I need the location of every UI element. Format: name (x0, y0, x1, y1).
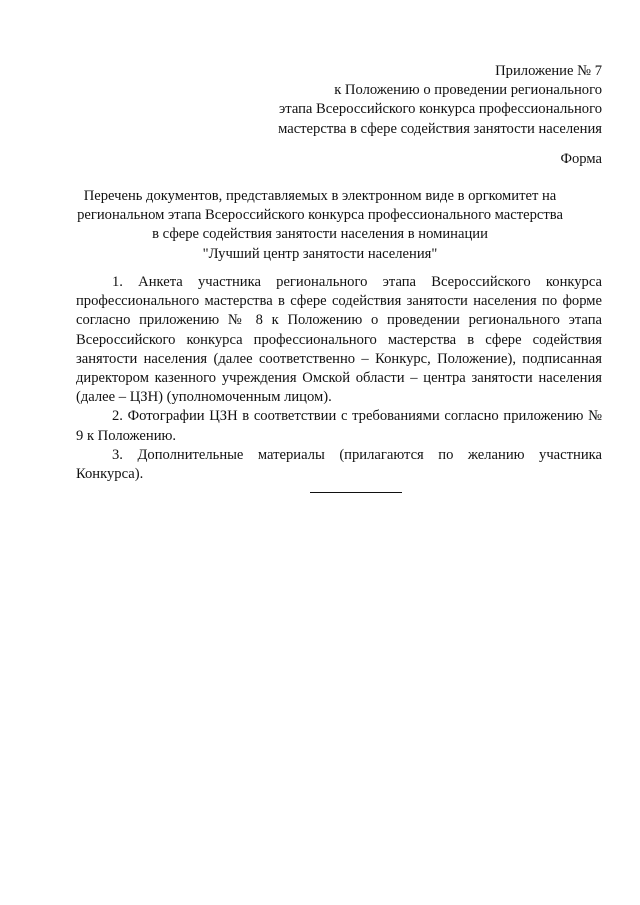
list-item: 3. Дополнительные материалы (прилагаются по желанию участника Конкурса). (76, 446, 602, 483)
form-label: Форма (560, 151, 602, 167)
document-title (60, 187, 580, 264)
annex-reference-line: к Положению о проведении регионального (334, 82, 602, 99)
title-line: в сфере содействия занятости населения в номинации (152, 226, 488, 243)
annex-header (222, 62, 602, 139)
title-line: региональном этапа Всероссийского конкурса профессионального мастерства (77, 207, 563, 224)
annex-reference-line: мастерства в сфере содействия занятости населения (278, 120, 602, 137)
title-line: "Лучший центр занятости населения" (202, 245, 438, 262)
list-item: 1. Анкета участника регионального этапа Всероссийского конкурса профессионального мастерства в сфере содействия занятости населения по форме согласно приложению № 8 к Положению о проведении регионального этапа Всероссийского конкурса профессионального мастерства в сфере содействия занятости населения (далее соответственно – Конкурс, Положение), подписанная директором казенного учреждения Омской области – центра занятости населения (далее – ЦЗН) (уполномоченным лицом). (76, 274, 602, 406)
list-item: 2. Фотографии ЦЗН в соответствии с требованиями согласно приложению № 9 к Положению. (76, 408, 602, 444)
title-line: Перечень документов, представляемых в электронном виде в оргкомитет на (83, 188, 557, 204)
document-list (76, 273, 602, 484)
annex-number: Приложение № 7 (495, 63, 602, 79)
annex-reference-line: этапа Всероссийского конкурса профессионального (279, 101, 602, 118)
end-divider (310, 492, 402, 493)
